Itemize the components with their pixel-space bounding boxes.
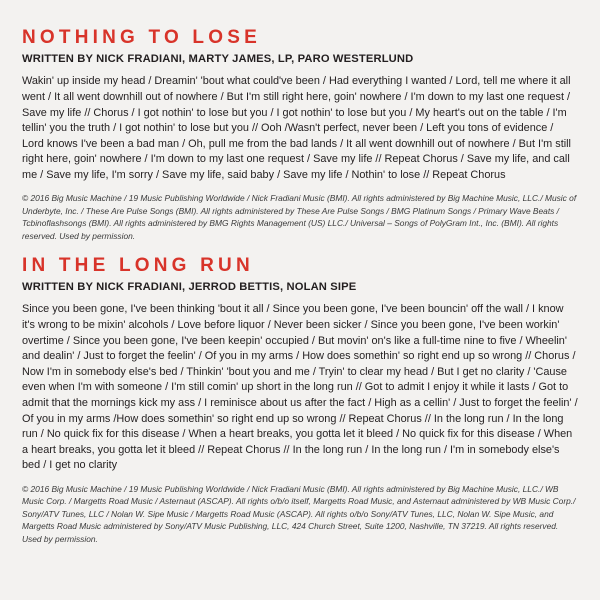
song-writing-credit: WRITTEN BY NICK FRADIANI, MARTY JAMES, LP, PARO WESTERLUND [22,52,414,65]
song-copyright: © 2016 Big Music Machine / 19 Music Publishing Worldwide / Nick Fradiani Music (BMI). All rights administered by Big Machine Music, LLC./ WB Music Corp. / Margetts Road Music / Asternaut (ASCAP). All rights o/b/o itself, Margetts Road Music, and Asternaut administered by WB Music Corp./ Sony/ATV Tunes, LLC / Nolan W. Sipe Music / Margetts Road Music (ASCAP). All rights o/b/o Sony/ATV Tunes, LLC, Nolan W. Sipe Music, and Margetts Road Music administered by Sony/ATV Music Publishing, LLC, 424 Church Street, Suite 1200, Nashville, TN 37219. All rights reserved. Used by permission. [22,483,576,544]
song-copyright: © 2016 Big Music Machine / 19 Music Publishing Worldwide / Nick Fradiani Music (BMI). All rights administered by Big Machine Music, LLC./ Music of Underbyte, Inc. / These Are Pulse Songs (BMI). All rights administered by These Are Pulse Songs / BMG Platinum Songs / Primary Wave Beats / Tcbinoflashsongs (BMI). All rights administered by BMG Rights Management (US) LLC./ Universal – Songs of PolyGram Int., Inc. (BMI). All rights reserved. Used by permission. [22,193,577,241]
song-block-in-the-long-run [22,256,578,545]
song-title: IN THE LONG RUN [22,255,254,277]
song-title: NOTHING TO LOSE [22,27,261,48]
song-block-nothing-to-lose [22,28,578,242]
song-writing-credit: WRITTEN BY NICK FRADIANI, JERROD BETTIS, NOLAN SIPE [22,281,357,293]
song-lyrics: Since you been gone, I've been thinking 'bout it all / Since you been gone, I've been bouncin' off the wall / I know it's wrong to be mixin' alcohols / Love before liquor / Never been sicker / Since you been gone, I've been workin' overtime / Since you been gone, I've been keepin' occupied / But movin' on's like a full-time nine to five / Wheelin' and dealin' / Just to forget the feelin' / Of you in my arms / How does somethin' so right end up so wrong // Chorus / Now I'm in somebody else's bed / Thinkin' 'bout you and me / Tryin' to clear my head / But I get no clarity / 'Cause even when I'm with someone / I'm still comin' up short in the long run // Got to admit I enjoy it while it lasts / Got to admit that the mornings kick my ass / I reminisce about us after the fact / High as a cellin' / Just to forget the feelin' / Of you in my arms /How does somethin' so right end up so wrong // Repeat Chorus // In the long run / In the long run / No quick fix for this disease / When a heart breaks, you gotta let it bleed / No quick fix for this disease / When a heart breaks, you gotta let it bleed // Repeat Chorus // In the long run / In the long run / I'm in somebody else's bed / I get no clarity [22,303,578,472]
song-lyrics: Wakin' up inside my head / Dreamin' 'bout what could've been / Had everything I wanted / Lord, tell me where it all went / It all went downhill out of nowhere / But I'm still right here, goin' nowhere / I'm down to my last one request / Save my life // Chorus / I got nothin' to lose but you / I got nothin' to lose but you / My heart's out on the table / I'm tellin' you the truth / I got nothin' to lose but you // Ooh /Wasn't perfect, never been / Left you tons of evidence / Lord knows I've been a bad man / Oh, pull me from the bad lands / It all went downhill out of nowhere / But I'm still right here, goin' nowhere / I'm down to my last one request / Save my life // Repeat Chorus / Save my life, and call me / Save my life, I'm sorry / Save my life, said baby / Save my life / Nothin' to lose // Repeat Chorus [22,75,571,181]
